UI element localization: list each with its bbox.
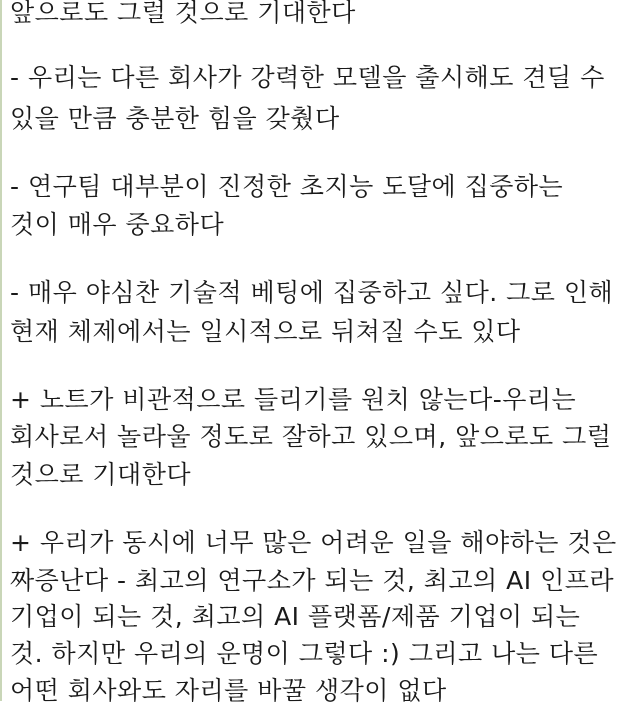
note-line: 현재 체제에서는 일시적으로 뒤쳐질 수도 있다 (10, 317, 521, 346)
note-line: + 우리가 동시에 너무 많은 어려운 일을 해야하는 것은 (10, 528, 617, 557)
note-line: 것. 하지만 우리의 운명이 그렇다 :) 그리고 나는 다른 (10, 639, 599, 668)
note-line: 어떤 회사와도 자리를 바꿀 생각이 없다 (10, 676, 447, 705)
note-line: - 우리는 다른 회사가 강력한 모델을 출시해도 견딜 수 (10, 63, 605, 92)
note-line: 앞으로도 그럴 것으로 기대한다 (10, 0, 356, 27)
note-line: - 매우 야심찬 기술적 베팅에 집중하고 싶다. 그로 인해 (10, 278, 614, 307)
note-line: 회사로서 놀라울 정도로 잘하고 있으며, 앞으로도 그럴 (10, 422, 612, 451)
note-line: + 노트가 비관적으로 들리기를 원치 않는다-우리는 (10, 385, 577, 414)
note-line: 것으로 기대한다 (10, 460, 191, 489)
note-line: 짜증난다 - 최고의 연구소가 되는 것, 최고의 AI 인프라 (10, 566, 615, 595)
note-line: 것이 매우 중요하다 (10, 210, 225, 239)
note-line: - 연구팀 대부분이 진정한 초지능 도달에 집중하는 (10, 172, 564, 201)
note-line: 있을 만큼 충분한 힘을 갖췄다 (10, 104, 340, 133)
left-edge-divider (0, 0, 2, 701)
note-line: 기업이 되는 것, 최고의 AI 플랫폼/제품 기업이 되는 (10, 602, 581, 631)
